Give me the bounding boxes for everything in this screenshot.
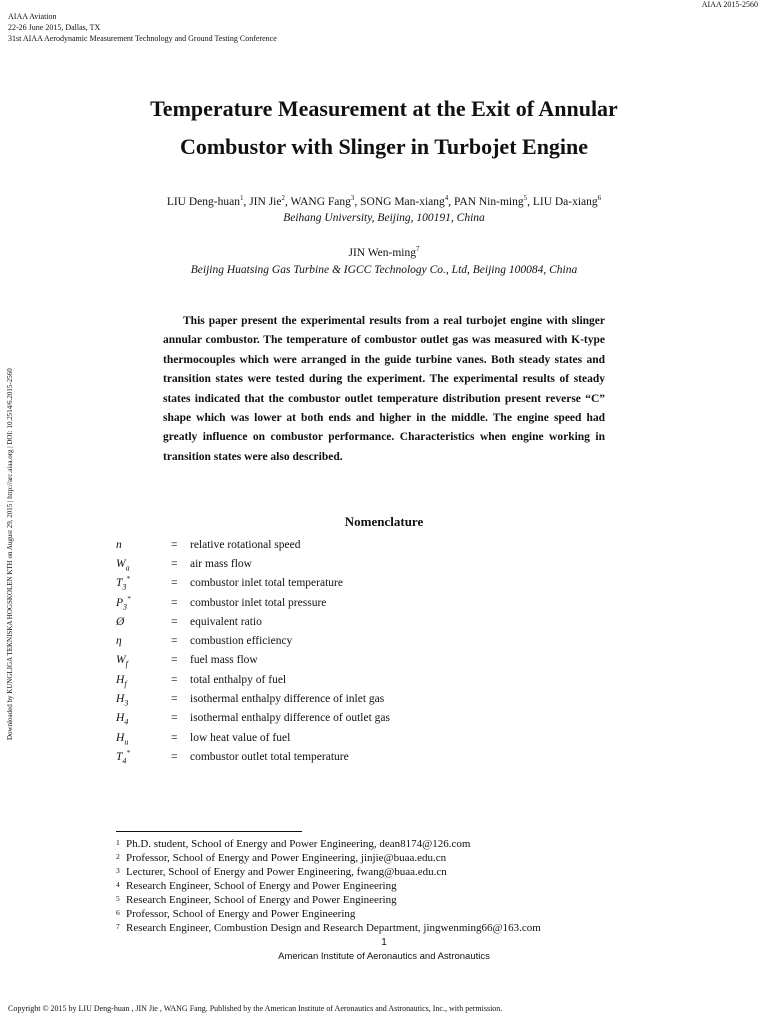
footnote-rule — [116, 831, 302, 832]
download-watermark: Downloaded by KUNGLIGA TEKNISKA HOGSKOLEN KTH on August 29, 2015 | http://arc.aiaa.org | DOI: 10.2514/6.2015-2560 — [6, 368, 14, 740]
conference-line: AIAA Aviation — [8, 12, 57, 21]
nomenclature-row — [116, 747, 596, 766]
nomenclature-symbol: $H_3$ — [116, 693, 129, 708]
equals-sign: = — [171, 596, 178, 609]
author-name: PAN Nin-ming — [454, 196, 524, 208]
author-name: JIN Wen-ming — [348, 247, 417, 259]
copyright-notice: Copyright © 2015 by LIU Deng-huan , JIN Jie , WANG Fang. Published by the American Institute of Aeronautics and Astronautics, Inc., with permission. — [8, 1004, 503, 1013]
symbol-subscript: a — [125, 563, 130, 573]
author-jin-wen-ming — [0, 247, 768, 259]
page-number: 1 — [381, 937, 387, 948]
nomenclature-symbol: $W_a$ — [116, 557, 130, 573]
nomenclature-row — [116, 670, 596, 689]
author-mark: 5 — [523, 194, 528, 203]
nomenclature-symbol: $H_4$ — [116, 712, 129, 727]
nomenclature-row — [116, 728, 596, 747]
conference-line: 31st AIAA Aerodynamic Measurement Technology and Ground Testing Conference — [8, 34, 277, 43]
footnote-number: 3 — [116, 866, 120, 875]
footnote — [116, 879, 676, 893]
author-name: LIU Deng-huan — [166, 196, 240, 208]
symbol-superscript: * — [127, 594, 131, 603]
author-mark: 1 — [239, 194, 244, 203]
symbol-superscript: * — [126, 749, 130, 758]
nomenclature-row — [116, 689, 596, 708]
footnote — [116, 851, 676, 865]
nomenclature-row — [116, 554, 596, 573]
nomenclature-definition: equivalent ratio — [190, 615, 262, 628]
nomenclature-definition: relative rotational speed — [190, 538, 301, 551]
author-mark: 4 — [444, 194, 449, 203]
equals-sign: = — [171, 635, 178, 648]
nomenclature-symbol: $T_4^*$ — [116, 749, 130, 766]
nomenclature-definition: total enthalpy of fuel — [190, 673, 287, 686]
footnote — [116, 865, 676, 879]
nomenclature-definition: combustor outlet total temperature — [190, 750, 349, 763]
author-name: LIU Da-xiang — [532, 196, 598, 208]
affiliation-beihang: Beihang University, Beijing, 100191, China — [283, 212, 485, 224]
footnote-text: Research Engineer, School of Energy and Power Engineering — [126, 880, 397, 892]
symbol-superscript: * — [126, 575, 130, 584]
footnote-text: Ph.D. student, School of Energy and Power Engineering, dean8174@126.com — [126, 838, 471, 850]
nomenclature-symbol: $H_f$ — [116, 673, 127, 689]
equals-sign: = — [171, 750, 178, 763]
nomenclature-title: Nomenclature — [344, 514, 424, 529]
nomenclature-row — [116, 593, 596, 612]
footnote-number: 5 — [116, 894, 120, 903]
footnote-text: Professor, School of Energy and Power Engineering — [126, 908, 356, 920]
nomenclature-definition: air mass flow — [190, 557, 252, 570]
conference-header — [8, 11, 277, 44]
equals-sign: = — [171, 693, 178, 706]
paper-title — [0, 90, 768, 166]
footnote-number: 2 — [116, 852, 120, 861]
footnote-number: 6 — [116, 908, 120, 917]
nomenclature-symbol: Ø — [116, 615, 125, 628]
nomenclature-symbol: n — [116, 538, 122, 551]
footnote-text: Lecturer, School of Energy and Power Engineering, fwang@buaa.edu.cn — [126, 866, 447, 878]
equals-sign: = — [171, 654, 178, 667]
footnote-number: 4 — [116, 880, 120, 889]
equals-sign: = — [171, 538, 178, 551]
symbol-subscript: 4 — [122, 756, 127, 766]
paper-number: AIAA 2015-2560 — [701, 0, 758, 9]
nomenclature-symbol: $P_3^*$ — [116, 594, 131, 611]
title-line: Combustor with Slinger in Turbojet Engine — [179, 134, 589, 159]
equals-sign: = — [171, 615, 178, 628]
footnote — [116, 907, 676, 921]
symbol-subscript: u — [124, 736, 129, 746]
nomenclature-list — [116, 535, 596, 767]
author-name: SONG Man-xiang — [360, 196, 445, 208]
footnote — [116, 837, 676, 851]
nomenclature-definition: combustion efficiency — [190, 635, 293, 648]
nomenclature-row — [116, 709, 596, 728]
symbol-subscript: f — [125, 659, 128, 669]
footnote-number: 1 — [116, 838, 120, 847]
equals-sign: = — [171, 712, 178, 725]
author-mark: 2 — [281, 194, 285, 203]
author-list: LIU Deng-huan$^1$, JIN Jie$^2$, WANG Fang$^3$, SONG Man-xiang$^4$, PAN Nin-ming$^5$, LIU Da-xiang$^6$ — [166, 194, 602, 208]
equals-sign: = — [171, 731, 178, 744]
footnote-text: Research Engineer, School of Energy and Power Engineering — [126, 894, 397, 906]
nomenclature-row — [116, 574, 596, 593]
conference-line: 22-26 June 2015, Dallas, TX — [8, 23, 101, 32]
nomenclature-symbol: $W_f$ — [116, 654, 128, 669]
footnote — [116, 893, 676, 907]
symbol-subscript: 4 — [124, 717, 129, 727]
title-line: Temperature Measurement at the Exit of Annular — [150, 96, 618, 121]
footnote-text: Research Engineer, Combustion Design and Research Department, jingwenming66@163.com — [126, 922, 541, 934]
nomenclature-row — [116, 612, 596, 631]
footnote — [116, 921, 676, 935]
author-name: JIN Jie — [249, 196, 282, 208]
symbol-subscript: f — [124, 679, 127, 689]
author-name: WANG Fang — [290, 196, 351, 208]
nomenclature-symbol: $H_u$ — [116, 731, 129, 746]
nomenclature-definition: isothermal enthalpy difference of inlet gas — [190, 693, 385, 706]
author-mark: 3 — [350, 194, 355, 203]
nomenclature-row — [116, 535, 596, 554]
nomenclature-row — [116, 651, 596, 670]
nomenclature-symbol: $T_3^*$ — [116, 575, 130, 592]
author-mark: 6 — [597, 194, 602, 203]
symbol-subscript: 3 — [123, 601, 128, 611]
equals-sign: = — [171, 557, 178, 570]
nomenclature-definition: combustor inlet total temperature — [190, 577, 343, 590]
footnote-text: Professor, School of Energy and Power Engineering, jinjie@buaa.edu.cn — [126, 852, 447, 864]
nomenclature-definition: isothermal enthalpy difference of outlet gas — [190, 712, 391, 725]
abstract: This paper present the experimental results from a real turbojet engine with slinger annular combustor. The temperature of combustor outlet gas was measured with K-type thermocouples which were arranged in the guide turbine vanes. Both steady states and transition states were tested during the experiment. The experimental results of steady states indicated that the combustor outlet temperature distribution present reverse “C” shape which was lower at both ends and higher in the middle. The engine speed had greatly influence on combustor performance. Characteristics when engine working in transition states were also described. — [163, 315, 605, 463]
affiliation-huatsing: Beijing Huatsing Gas Turbine & IGCC Technology Co., Ltd, Beijing 100084, China — [190, 264, 578, 276]
footnotes — [116, 837, 676, 935]
nomenclature-definition: low heat value of fuel — [190, 731, 291, 744]
symbol-subscript: 3 — [122, 582, 127, 592]
nomenclature-definition: combustor inlet total pressure — [190, 596, 327, 609]
author-mark: 7 — [416, 245, 420, 254]
nomenclature-row — [116, 631, 596, 650]
publisher-name: American Institute of Aeronautics and Astronautics — [278, 951, 490, 962]
nomenclature-symbol: η — [116, 635, 122, 648]
footnote-number: 7 — [116, 922, 120, 931]
equals-sign: = — [171, 577, 178, 590]
nomenclature-definition: fuel mass flow — [190, 654, 258, 667]
equals-sign: = — [171, 673, 178, 686]
symbol-subscript: 3 — [124, 698, 129, 708]
